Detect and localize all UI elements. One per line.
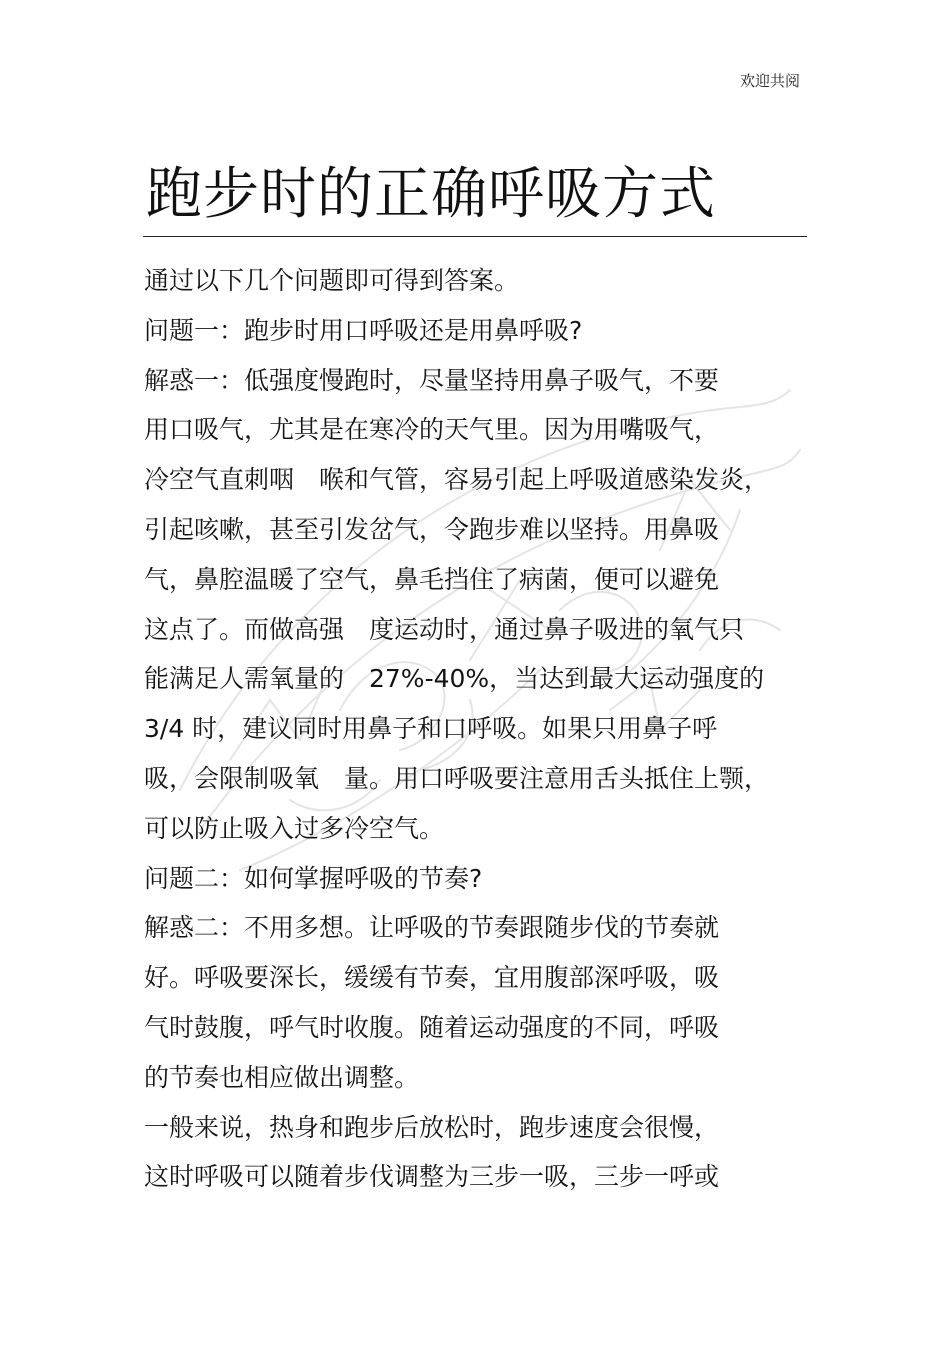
body-line: 气时鼓腹，呼气时收腹。随着运动强度的不同，呼吸 (144, 1012, 720, 1042)
body-line: 的节奏也相应做出调整。 (144, 1062, 420, 1092)
body-line: 用口吸气，尤其是在寒冷的天气里。因为用嘴吸气， (144, 415, 720, 445)
document-body (144, 259, 804, 1205)
body-line: 通过以下几个问题即可得到答案。 (144, 266, 520, 295)
body-line: 问题一：跑步时用口呼吸还是用鼻呼吸? (144, 315, 583, 345)
body-line: 吸，会限制吸氧 量。用口呼吸要注意用舌头抵住上颚， (144, 763, 770, 793)
body-line: 好。呼吸要深长，缓缓有节奏，宜用腹部深呼吸，吸 (144, 963, 720, 993)
body-line: 气，鼻腔温暖了空气，鼻毛挡住了病菌，便可以避免 (144, 564, 720, 594)
body-line: 这点了。而做高强 度运动时，通过鼻子吸进的氧气只 (144, 614, 745, 644)
body-line: 一般来说，热身和跑步后放松时，跑步速度会很慢， (144, 1112, 720, 1142)
body-line: 引起咳嗽，甚至引发岔气，令跑步难以坚持。用鼻吸 (144, 514, 720, 544)
header-note: 欢迎共阅 (739, 72, 800, 90)
body-line: 冷空气直刺咽 喉和气管，容易引起上呼吸道感染发炎， (144, 465, 770, 495)
body-line: 可以防止吸入过多冷空气。 (144, 813, 445, 843)
body-line: 解惑一：低强度慢跑时，尽量坚持用鼻子吸气，不要 (144, 365, 720, 395)
document-title: 跑步时的正确呼吸方式 (146, 162, 716, 227)
body-line: 能满足人需氧量的 27%-40%，当达到最大运动强度的 (144, 664, 765, 694)
body-line: 解惑二：不用多想。让呼吸的节奏跟随步伐的节奏就 (144, 913, 720, 943)
body-line: 这时呼吸可以随着步伐调整为三步一吸，三步一呼或 (144, 1162, 720, 1192)
body-line: 3/4 时，建议同时用鼻子和口呼吸。如果只用鼻子呼 (144, 714, 718, 744)
body-line: 问题二：如何掌握呼吸的节奏? (144, 863, 483, 893)
title-divider (143, 236, 807, 237)
